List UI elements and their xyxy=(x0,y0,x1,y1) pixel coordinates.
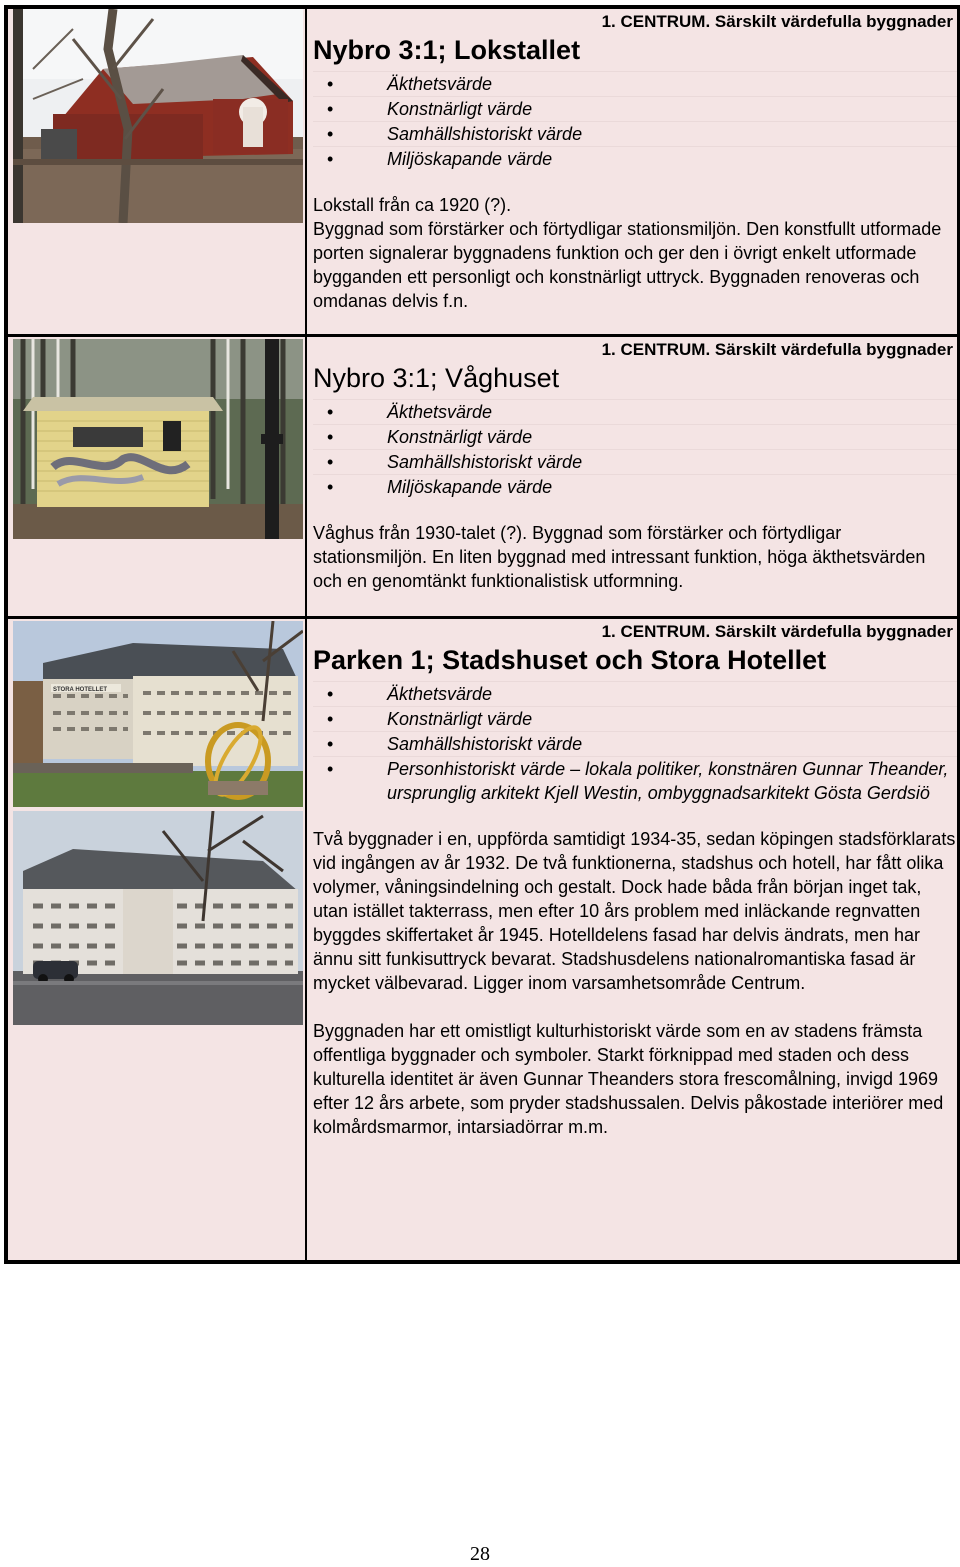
photo-cell xyxy=(8,337,307,616)
text-cell xyxy=(307,619,957,1260)
entry-title: Parken 1; Stadshuset och Stora Hotellet xyxy=(313,645,827,675)
value-list xyxy=(313,399,957,499)
value-item: • Samhällshistoriskt värde xyxy=(313,121,957,146)
description-line: Lokstall från ca 1920 (?). xyxy=(313,195,512,215)
value-item: • Konstnärligt värde xyxy=(313,424,957,449)
value-list xyxy=(313,681,957,805)
value-item-personhistoriskt xyxy=(313,756,957,805)
photo-lokstallet xyxy=(13,9,303,223)
entry-title: Nybro 3:1; Lokstallet xyxy=(313,35,581,65)
photo-vaghuset xyxy=(13,339,303,539)
text-cell xyxy=(307,9,957,334)
photo-stadshuset xyxy=(13,621,303,807)
photo-stadshuset-2 xyxy=(13,811,303,1025)
hotel-sign: STORA HOTELLET xyxy=(53,687,107,693)
description xyxy=(313,193,957,313)
value-dash: – xyxy=(570,759,581,779)
value-item: • Miljöskapande värde xyxy=(313,474,957,499)
description-text: Byggnad som förstärker och förtydligar stationsmiljön. Den konstfullt utformade porten signalerar byggnadens funktion och ger den i övrigt enkelt utformade bygganden ett personligt och konstnärligt uttryck. Byggnaden renoveras och omdanas delvis f.n. xyxy=(313,219,942,311)
value-item: • Konstnärligt värde xyxy=(313,706,957,731)
entry-lokstallet xyxy=(8,9,957,337)
value-item: • Konstnärligt värde xyxy=(313,96,957,121)
description-text: Våghus från 1930-talet (?). Byggnad som förstärker och förtydligar stationsmiljön. En liten byggnad med intressant funktion, höga äkthetsvärden och en genomtänkt funktionalistisk utformning. xyxy=(313,523,926,591)
entry-vaghuset xyxy=(8,337,957,619)
value-special-lead: Personhistoriskt värde xyxy=(387,759,566,779)
value-item: • Samhällshistoriskt värde xyxy=(313,731,957,756)
value-item: • Äkthetsvärde xyxy=(313,71,957,96)
description-paragraph: Två byggnader i en, uppförda samtidigt 1934-35, sedan köpingen stadsförklarats vid ingången av år 1932. De två funktionerna, stadshus och hotell, har fått olika volymer, våningsindelning och gestalt. Dock hade båda från början inget tak, utan istället takterrass, men efter 10 års problem med inläckande regnvatten byggdes skiffertaket år 1945. Hotelldelens fasad har delvis ändrats, men har ännu sitt funkisuttryck bevarat. Stadshusdelens nationalromantiska fasad är mycket välbevarad. Ligger inom varsamhetsområde Centrum. xyxy=(313,829,956,993)
entry-stadshuset xyxy=(8,619,957,1260)
page-number: 28 xyxy=(470,1543,490,1565)
category-heading: 1. CENTRUM. Särskilt värdefulla byggnader xyxy=(601,622,953,641)
category-heading: 1. CENTRUM. Särskilt värdefulla byggnader xyxy=(601,12,953,31)
description-paragraph: Byggnaden har ett omistligt kulturhistoriskt värde som en av stadens främsta offentliga byggnader och symboler. Starkt förknippad med staden och dess kulturella identitet är även Gunnar Theanders stora frescomålning, invigd 1969 efter 12 års arbete, som pryder stadshussalen. Delvis påkostade interiörer med kolmårdsmarmor, intarsiadörrar m.m. xyxy=(313,1021,944,1137)
category-heading: 1. CENTRUM. Särskilt värdefulla byggnader xyxy=(601,340,953,359)
value-item: • Äkthetsvärde xyxy=(313,399,957,424)
entry-title: Nybro 3:1; Våghuset xyxy=(313,363,560,393)
value-item: • Miljöskapande värde xyxy=(313,146,957,171)
value-item: • Samhällshistoriskt värde xyxy=(313,449,957,474)
description xyxy=(313,827,957,1139)
photo-cell xyxy=(8,619,307,1260)
text-cell xyxy=(307,337,957,616)
document-table xyxy=(4,5,960,1264)
description xyxy=(313,521,957,593)
value-list xyxy=(313,71,957,171)
value-item: • Äkthetsvärde xyxy=(313,681,957,706)
photo-cell xyxy=(8,9,307,334)
value-special-rest: lokala politiker, konstnären Gunnar Theander, ursprunglig arkitekt Kjell Westin, ombyggnadsarkitekt Gösta Gerdsiö xyxy=(387,759,949,803)
